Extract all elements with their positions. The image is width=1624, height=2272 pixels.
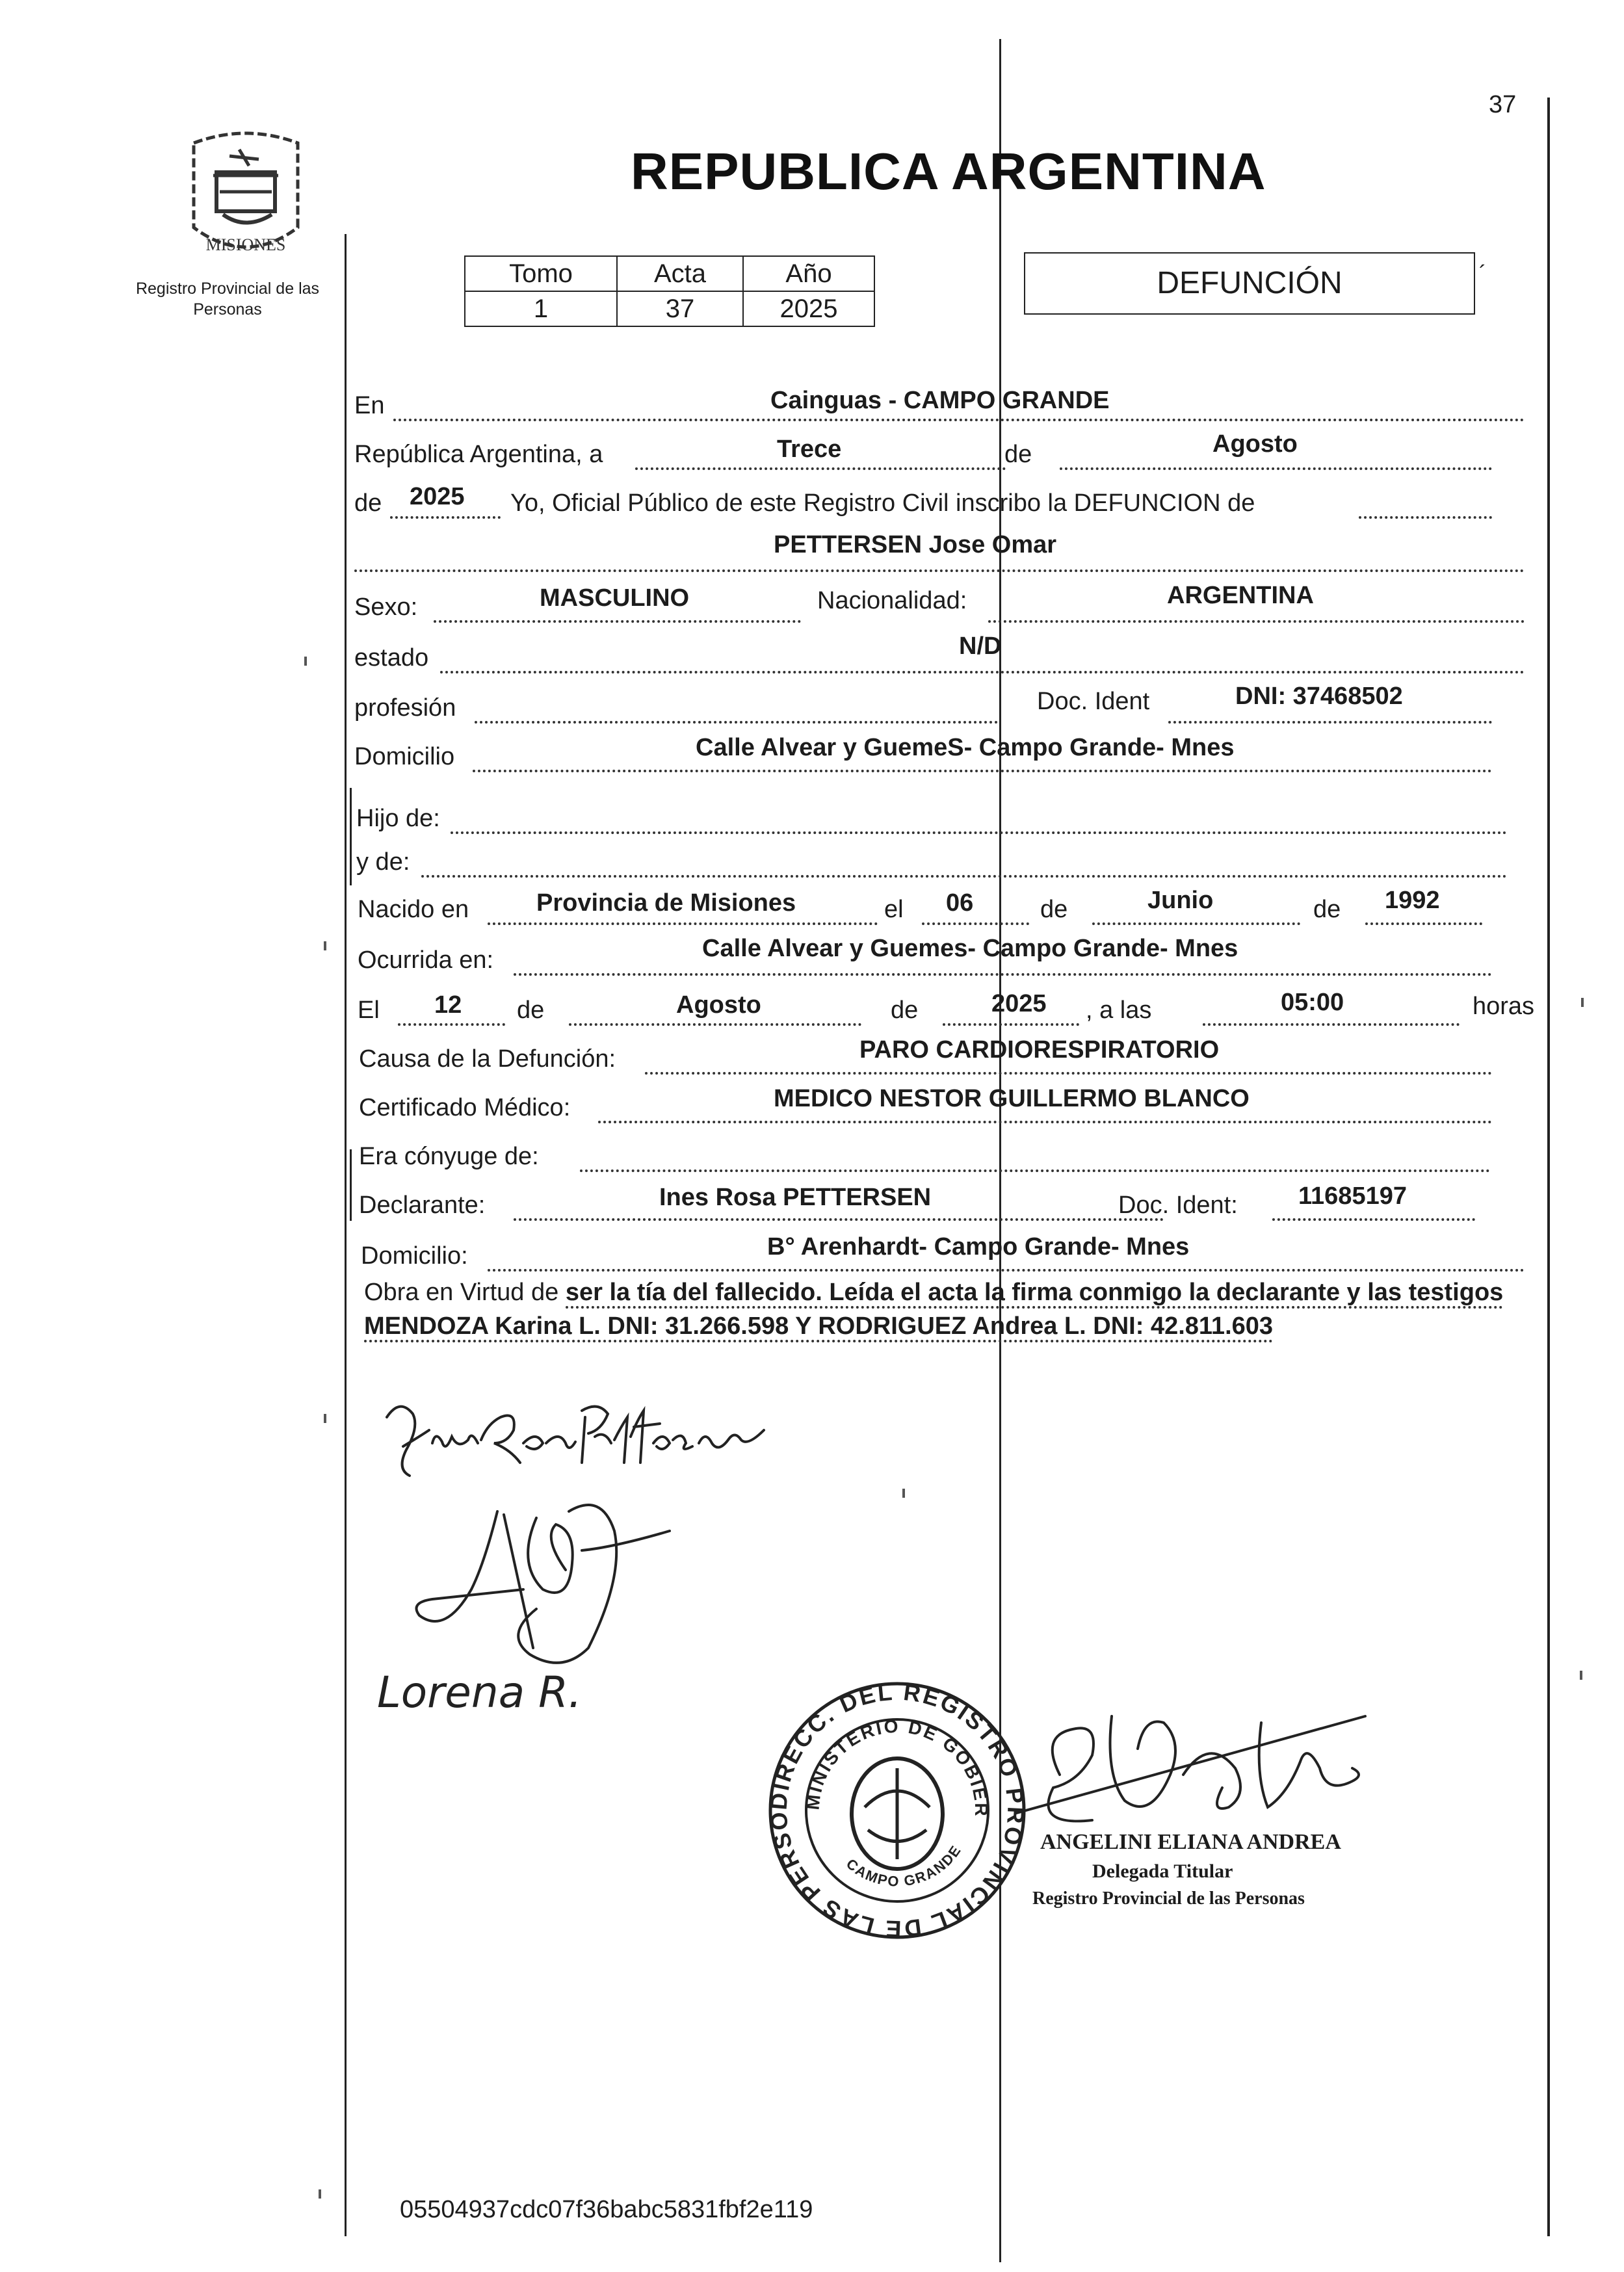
label-nacionalidad: Nacionalidad: <box>817 587 967 614</box>
row-inscripcion <box>354 475 1492 520</box>
scan-mark <box>902 1489 905 1498</box>
field-nombre: PETTERSEN Jose Omar <box>774 531 1057 558</box>
label-el: el <box>884 896 904 923</box>
label-causa: Causa de la Defunción: <box>359 1045 616 1073</box>
label-de-nac1: de <box>1040 896 1068 923</box>
label-de2: de <box>354 490 382 517</box>
scan-mark <box>1580 1671 1582 1680</box>
row-lugar <box>354 377 1525 423</box>
label-ocurrida: Ocurrida en: <box>358 947 494 974</box>
svg-text:MISIONES: MISIONES <box>205 235 286 254</box>
field-fall-mes: Agosto <box>676 991 761 1019</box>
row-certificado <box>359 1079 1492 1125</box>
field-nacido-en: Provincia de Misiones <box>536 889 796 917</box>
margin-bar <box>350 788 352 885</box>
right-margin-line <box>1547 98 1550 2236</box>
delegate-name: ANGELINI ELIANA ANDREA <box>1040 1830 1341 1854</box>
label-horas: horas <box>1473 993 1535 1020</box>
row-fecha <box>354 426 1492 471</box>
svg-text:CAMPO GRANDE: CAMPO GRANDE <box>843 1842 965 1890</box>
row-estado <box>354 629 1525 675</box>
scan-mark <box>324 941 326 950</box>
svg-text:DIRECC. DEL REGISTRO PROVINCIA: DIRECC. DEL REGISTRO PROVINCIAL DE LAS PERSO <box>765 1678 1030 1943</box>
row-profesion <box>354 679 1492 725</box>
label-hijo: Hijo de: <box>356 805 440 832</box>
field-obra-texto: ser la tía del fallecido. Leída el acta la firma conmigo la declarante y las testigos MENDOZA Karina L. DNI: 31.266.598 Y RODRIGUEZ Andrea L. DNI: 42.811.603 <box>364 1279 1503 1342</box>
label-doc2: Doc. Ident: <box>1118 1192 1238 1219</box>
field-sexo: MASCULINO <box>540 584 690 612</box>
delegate-role: Delegada Titular <box>1092 1861 1233 1882</box>
witness2-name: Lorena R. <box>377 1667 582 1717</box>
row-declarante <box>359 1177 1490 1222</box>
label-yo: Yo, Oficial Público de este Registro Civil inscribo la DEFUNCION de <box>510 490 1255 517</box>
anio-header: Año <box>743 256 874 291</box>
label-de-f1: de <box>517 997 545 1024</box>
row-domicilio2 <box>361 1227 1525 1273</box>
label-conyuge: Era cónyuge de: <box>359 1143 539 1170</box>
row-yde <box>356 833 1507 879</box>
scan-mark <box>1581 998 1584 1007</box>
field-hora: 05:00 <box>1281 989 1344 1016</box>
row-sexo <box>354 579 1525 624</box>
label-en: En <box>354 392 385 419</box>
label-estado: estado <box>354 644 429 672</box>
label-domicilio2: Domicilio: <box>361 1242 468 1270</box>
label-profesion: profesión <box>354 694 456 722</box>
field-nacionalidad: ARGENTINA <box>1167 582 1314 609</box>
label-alas: , a las <box>1086 997 1152 1024</box>
field-lugar: Cainguas - CAMPO GRANDE <box>770 387 1110 414</box>
row-nacido <box>358 881 1482 926</box>
scan-mark <box>319 2189 321 2199</box>
witness2-signature <box>377 1661 637 1739</box>
record-table <box>464 255 875 327</box>
scan-mark <box>304 657 307 666</box>
field-declarante-dni: 11685197 <box>1298 1182 1407 1210</box>
tick-mark: ´ <box>1479 261 1487 286</box>
label-el2: El <box>358 997 380 1024</box>
row-conyuge <box>359 1128 1490 1173</box>
field-nac-anio: 1992 <box>1385 887 1440 914</box>
row-domicilio <box>354 728 1492 774</box>
field-ocurrida: Calle Alvear y Guemes- Campo Grande- Mnes <box>702 935 1238 962</box>
page-title: REPUBLICA ARGENTINA <box>631 142 1266 200</box>
field-estado: N/D <box>959 633 1002 660</box>
label-yde: y de: <box>356 848 410 876</box>
registry-logo <box>168 117 324 273</box>
label-nacido: Nacido en <box>358 896 469 923</box>
row-causa <box>359 1030 1492 1076</box>
field-certificado: MEDICO NESTOR GUILLERMO BLANCO <box>774 1085 1250 1112</box>
field-fall-dia: 12 <box>434 991 462 1019</box>
label-declarante: Declarante: <box>359 1192 486 1219</box>
declarante-signature <box>374 1391 790 1489</box>
label-de: de <box>1004 441 1032 468</box>
record-type: DEFUNCIÓN <box>1024 252 1475 315</box>
field-anio: 2025 <box>410 483 465 510</box>
row-ocurrida <box>358 932 1492 977</box>
label-doc: Doc. Ident <box>1037 688 1150 715</box>
label-de-f2: de <box>891 997 919 1024</box>
row-nombre <box>354 528 1525 573</box>
witness1-signature <box>406 1485 679 1680</box>
label-de-nac2: de <box>1313 896 1341 923</box>
document-hash: 05504937cdc07f36babc5831fbf2e119 <box>400 2196 813 2223</box>
anio-value: 2025 <box>743 291 874 326</box>
scan-mark <box>324 1414 326 1423</box>
obra-paragraph <box>364 1275 1547 1343</box>
svg-text:MINISTERIO DE GOBIERNO: MINISTERIO DE GOBIER <box>802 1716 992 1818</box>
field-dia: Trece <box>777 436 842 463</box>
field-nac-dia: 06 <box>946 889 974 917</box>
left-margin-line <box>345 234 347 2236</box>
field-causa: PARO CARDIORESPIRATORIO <box>859 1036 1220 1064</box>
delegate-signature <box>1014 1697 1378 1840</box>
margin-bar-2 <box>350 1149 352 1221</box>
label-republica: República Argentina, a <box>354 441 603 468</box>
label-sexo: Sexo: <box>354 594 418 621</box>
acta-value: 37 <box>617 291 743 326</box>
field-nac-mes: Junio <box>1147 887 1214 914</box>
acta-header: Acta <box>617 256 743 291</box>
registry-name: Registro Provincial de las Personas <box>135 280 320 319</box>
row-fallecimiento <box>358 982 1535 1027</box>
label-certificado: Certificado Médico: <box>359 1094 571 1121</box>
label-obra: Obra en Virtud de <box>364 1279 559 1306</box>
tomo-header: Tomo <box>465 256 617 291</box>
page-number: 37 <box>1489 91 1517 118</box>
official-stamp <box>764 1677 1030 1944</box>
tomo-value: 1 <box>465 291 617 326</box>
field-fall-anio: 2025 <box>991 990 1047 1017</box>
field-dni: DNI: 37468502 <box>1235 683 1403 710</box>
row-hijo <box>356 790 1507 835</box>
field-declarante: Ines Rosa PETTERSEN <box>659 1184 932 1211</box>
delegate-org: Registro Provincial de las Personas <box>1032 1888 1305 1909</box>
field-mes: Agosto <box>1212 430 1298 458</box>
label-domicilio: Domicilio <box>354 743 455 770</box>
field-domicilio: Calle Alvear y GuemeS- Campo Grande- Mnes <box>696 734 1235 761</box>
field-declarante-domicilio: B° Arenhardt- Campo Grande- Mnes <box>767 1233 1190 1260</box>
